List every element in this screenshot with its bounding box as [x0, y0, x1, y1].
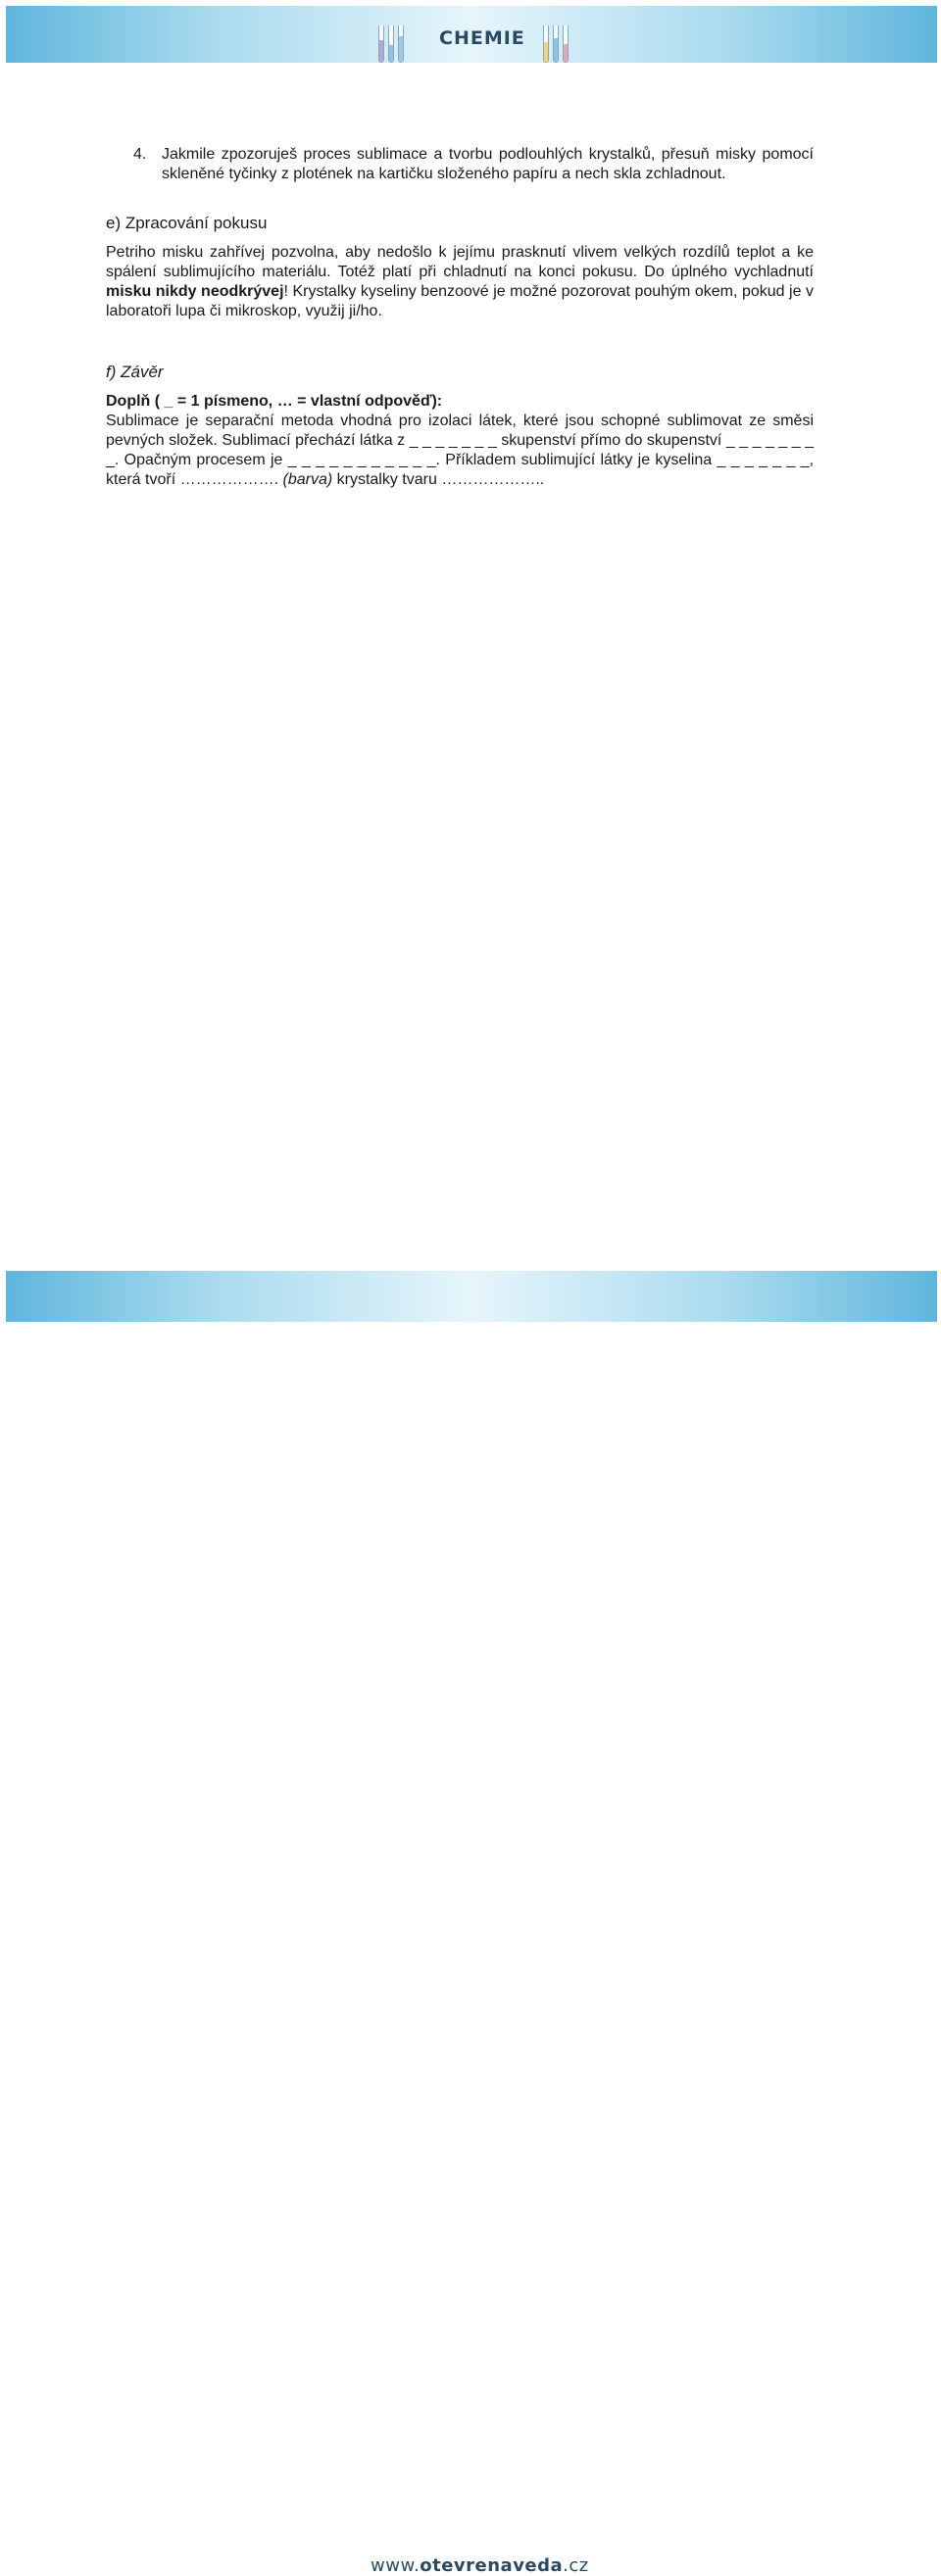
text-span: Sublimace je separační metoda vhodná pro izolaci látek, které jsou schopné sublimovat ze směsi pevných složek. Sublimací přechází látka z: [106, 413, 814, 449]
test-tubes-icon: [378, 20, 404, 63]
text-span: Petriho misku zahřívej pozvolna, aby nedošlo k jejímu prasknutí vlivem velkých rozdílů teplot a ke spálení sublimujícího materiálu. Totéž platí při chladnutí na konci pokusu. Do úplného vychladnutí: [106, 244, 814, 280]
header-title: CHEMIE: [439, 27, 525, 49]
blank: _ _ _ _ _ _ _: [409, 432, 497, 449]
tube-icon: [543, 25, 549, 63]
header-banner: [6, 6, 937, 63]
tube-icon: [378, 25, 384, 63]
test-tubes-icon: [543, 20, 569, 63]
blank: _ _ _ _ _ _ _ _ _ _ _: [287, 452, 436, 468]
url-prefix: www.: [371, 2555, 421, 2576]
bold-warning: misku nikdy neodkrývej: [106, 283, 284, 300]
text-span: , která tvoří: [106, 452, 815, 488]
section-e-paragraph: [106, 243, 814, 321]
footer-banner: [6, 1271, 937, 2576]
url-suffix: .cz: [563, 2555, 589, 2576]
document-body: [106, 145, 814, 490]
section-e-heading: e) Zpracování pokusu: [106, 214, 268, 232]
italic-hint: (barva): [282, 471, 333, 488]
step-number: 4.: [133, 146, 147, 163]
text-span: . Opačným procesem je: [114, 452, 288, 468]
fill-instruction: Doplň ( _ = 1 písmeno, … = vlastní odpověď):: [106, 393, 443, 410]
blank: ……………….: [179, 471, 279, 488]
blank: _ _ _ _ _ _ _: [717, 452, 810, 468]
footer-url: [371, 2555, 589, 2576]
step-text: Jakmile zpozoruješ proces sublimace a tvorbu podlouhlých krystalků, přesuň misky pomocí skleněné tyčinky z plotének na kartičku složeného papíru a nech skla zchladnout.: [162, 146, 814, 182]
fill-in-paragraph: [106, 412, 814, 490]
url-domain: otevrenaveda: [420, 2555, 564, 2576]
tube-icon: [563, 25, 569, 63]
tube-icon: [398, 25, 404, 63]
tube-icon: [388, 25, 394, 63]
tube-icon: [553, 25, 559, 63]
text-span: krystalky tvaru: [332, 471, 442, 488]
section-f-heading: f) Závěr: [106, 363, 164, 381]
text-span: .: [539, 471, 545, 488]
text-span: . Příkladem sublimující látky je kyselina: [435, 452, 718, 468]
text-span: ! Krystalky kyseliny benzoové je možné pozorovat pouhým okem, pokud je v laboratoři lupa či mikroskop, využij ji/ho.: [106, 283, 814, 319]
blank: _ _ _ _ _ _ _ _: [106, 432, 814, 468]
blank: ……………….: [441, 471, 540, 488]
text-span: skupenství přímo do skupenství: [496, 432, 726, 449]
step-4: [106, 145, 814, 184]
